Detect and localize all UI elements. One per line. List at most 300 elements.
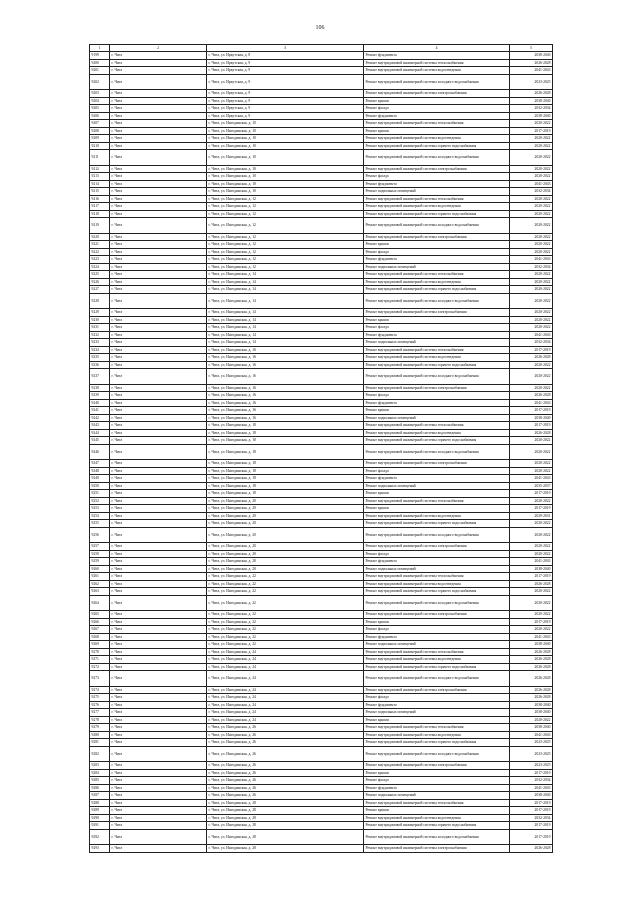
table-row: [90, 384, 553, 392]
city-cell: г. Чита: [110, 369, 207, 385]
city-cell: г. Чита: [110, 618, 207, 626]
header-cell-1: 1: [90, 45, 110, 52]
period-cell: 2038-2040: [510, 641, 553, 649]
period-cell: 2020-2022: [510, 324, 553, 332]
table-row: [90, 784, 553, 792]
period-cell: 2020-2022: [510, 467, 553, 475]
city-cell: г. Чита: [110, 339, 207, 347]
work-type-cell: Ремонт внутридомовой инженерной системы холодного водоснабжения: [364, 595, 510, 611]
work-type-cell: Ремонт крыши: [364, 769, 510, 777]
period-cell: 2020-2022: [510, 278, 553, 286]
row-number-cell: 9269: [90, 641, 110, 649]
city-cell: г. Чита: [110, 558, 207, 566]
work-type-cell: Ремонт фундамента: [364, 633, 510, 641]
address-cell: г. Чита, ул. Ингодинская, д. 24: [207, 663, 364, 671]
table-row: [90, 233, 553, 241]
work-type-cell: Ремонт фасада: [364, 248, 510, 256]
city-cell: г. Чита: [110, 203, 207, 211]
work-type-cell: Ремонт подвальных помещений: [364, 792, 510, 800]
row-number-cell: 9244: [90, 429, 110, 437]
work-type-cell: Ремонт фасада: [364, 173, 510, 181]
city-cell: г. Чита: [110, 437, 207, 445]
work-type-cell: Ремонт фундамента: [364, 112, 510, 120]
row-number-cell: 9241: [90, 407, 110, 415]
city-cell: г. Чита: [110, 573, 207, 581]
table-body: [90, 45, 553, 853]
work-type-cell: Ремонт внутридомовой инженерной системы водоотведения: [364, 354, 510, 362]
work-type-cell: Ремонт внутридомовой инженерной системы водоотведения: [364, 656, 510, 664]
table-row: [90, 467, 553, 475]
period-cell: 2017-2019: [510, 573, 553, 581]
city-cell: г. Чита: [110, 286, 207, 294]
table-row: [90, 543, 553, 551]
period-cell: 2026-2028: [510, 845, 553, 853]
address-cell: г. Чита, ул. Ингодинская, д. 26: [207, 762, 364, 770]
work-type-cell: Ремонт внутридомовой инженерной системы водоотведения: [364, 135, 510, 143]
city-cell: г. Чита: [110, 414, 207, 422]
table-row: [90, 671, 553, 687]
city-cell: г. Чита: [110, 195, 207, 203]
work-type-cell: Ремонт внутридомовой инженерной системы горячего водоснабжения: [364, 142, 510, 150]
period-cell: 2020-2022: [510, 316, 553, 324]
period-cell: 2041-2043: [510, 633, 553, 641]
table-row: [90, 724, 553, 732]
work-type-cell: Ремонт фундамента: [364, 256, 510, 264]
period-cell: 2017-2019: [510, 490, 553, 498]
work-type-cell: Ремонт внутридомовой инженерной системы электроснабжения: [364, 686, 510, 694]
period-cell: 2017-2019: [510, 127, 553, 135]
period-cell: 2020-2022: [510, 527, 553, 543]
address-cell: г. Чита, ул. Ингодинская, д. 24: [207, 694, 364, 702]
row-number-cell: 9222: [90, 248, 110, 256]
address-cell: г. Чита, ул. Ингодинская, д. 12: [207, 233, 364, 241]
work-type-cell: Ремонт крыши: [364, 97, 510, 105]
table-row: [90, 845, 553, 853]
city-cell: г. Чита: [110, 256, 207, 264]
table-row: [90, 67, 553, 75]
row-number-cell: 9259: [90, 558, 110, 566]
city-cell: г. Чита: [110, 829, 207, 845]
period-cell: 2020-2022: [510, 218, 553, 234]
table-row: [90, 746, 553, 762]
row-number-cell: 9258: [90, 550, 110, 558]
work-type-cell: Ремонт внутридомовой инженерной системы горячего водоснабжения: [364, 286, 510, 294]
row-number-cell: 9225: [90, 271, 110, 279]
address-cell: г. Чита, ул. Ингодинская, д. 20: [207, 512, 364, 520]
table-row: [90, 580, 553, 588]
address-cell: г. Чита, ул. Иркутская, д. 9: [207, 59, 364, 67]
city-cell: г. Чита: [110, 135, 207, 143]
row-number-cell: 9219: [90, 218, 110, 234]
row-number-cell: 9240: [90, 399, 110, 407]
repair-schedule-table: [89, 44, 553, 853]
row-number-cell: 9263: [90, 588, 110, 596]
period-cell: 2020-2022: [510, 595, 553, 611]
address-cell: г. Чита, ул. Ингодинская, д. 16: [207, 354, 364, 362]
work-type-cell: Ремонт внутридомовой инженерной системы холодного водоснабжения: [364, 746, 510, 762]
city-cell: г. Чита: [110, 97, 207, 105]
work-type-cell: Ремонт внутридомовой инженерной системы горячего водоснабжения: [364, 739, 510, 747]
row-number-cell: 9284: [90, 769, 110, 777]
table-row: [90, 210, 553, 218]
row-number-cell: 9233: [90, 339, 110, 347]
row-number-cell: 9215: [90, 188, 110, 196]
period-cell: 2041-2043: [510, 256, 553, 264]
city-cell: г. Чита: [110, 331, 207, 339]
table-row: [90, 369, 553, 385]
city-cell: г. Чита: [110, 120, 207, 128]
row-number-cell: 9255: [90, 520, 110, 528]
row-number-cell: 9270: [90, 648, 110, 656]
address-cell: г. Чита, ул. Ингодинская, д. 16: [207, 361, 364, 369]
table-row: [90, 422, 553, 430]
city-cell: г. Чита: [110, 724, 207, 732]
city-cell: г. Чита: [110, 361, 207, 369]
period-cell: 2017-2019: [510, 422, 553, 430]
work-type-cell: Ремонт внутридомовой инженерной системы электроснабжения: [364, 233, 510, 241]
period-cell: 2020-2022: [510, 543, 553, 551]
address-cell: г. Чита, ул. Ингодинская, д. 22: [207, 641, 364, 649]
city-cell: г. Чита: [110, 686, 207, 694]
table-row: [90, 648, 553, 656]
period-cell: 2020-2022: [510, 626, 553, 634]
table-row: [90, 686, 553, 694]
period-cell: 2032-2034: [510, 339, 553, 347]
work-type-cell: Ремонт крыши: [364, 407, 510, 415]
row-number-cell: 9206: [90, 112, 110, 120]
city-cell: г. Чита: [110, 444, 207, 460]
city-cell: г. Чита: [110, 731, 207, 739]
period-cell: 2020-2022: [510, 271, 553, 279]
address-cell: г. Чита, ул. Ингодинская, д. 24: [207, 648, 364, 656]
city-cell: г. Чита: [110, 588, 207, 596]
address-cell: г. Чита, ул. Иркутская, д. 9: [207, 90, 364, 98]
row-number-cell: 9213: [90, 173, 110, 181]
table-row: [90, 611, 553, 619]
row-number-cell: 9292: [90, 829, 110, 845]
table-row: [90, 490, 553, 498]
period-cell: 2038-2040: [510, 112, 553, 120]
period-cell: 2020-2022: [510, 361, 553, 369]
city-cell: г. Чита: [110, 475, 207, 483]
city-cell: г. Чита: [110, 814, 207, 822]
work-type-cell: Ремонт внутридомовой инженерной системы холодного водоснабжения: [364, 293, 510, 309]
row-number-cell: 9236: [90, 361, 110, 369]
address-cell: г. Чита, ул. Ингодинская, д. 14: [207, 309, 364, 317]
row-number-cell: 9271: [90, 656, 110, 664]
city-cell: г. Чита: [110, 180, 207, 188]
table-row: [90, 120, 553, 128]
period-cell: 2020-2022: [510, 142, 553, 150]
address-cell: г. Чита, ул. Ингодинская, д. 16: [207, 407, 364, 415]
table-row: [90, 739, 553, 747]
row-number-cell: 9201: [90, 67, 110, 75]
address-cell: г. Чита, ул. Ингодинская, д. 10: [207, 135, 364, 143]
table-row: [90, 716, 553, 724]
table-row: [90, 663, 553, 671]
work-type-cell: Ремонт внутридомовой инженерной системы водоотведения: [364, 203, 510, 211]
address-cell: г. Чита, ул. Ингодинская, д. 20: [207, 520, 364, 528]
work-type-cell: Ремонт крыши: [364, 618, 510, 626]
row-number-cell: 9283: [90, 762, 110, 770]
work-type-cell: Ремонт фундамента: [364, 52, 510, 60]
period-cell: 2032-2034: [510, 105, 553, 113]
period-cell: 2020-2022: [510, 460, 553, 468]
row-number-cell: 9288: [90, 799, 110, 807]
period-cell: 2026-2028: [510, 656, 553, 664]
period-cell: 2038-2040: [510, 565, 553, 573]
table-row: [90, 799, 553, 807]
city-cell: г. Чита: [110, 527, 207, 543]
city-cell: г. Чита: [110, 309, 207, 317]
period-cell: 2017-2019: [510, 407, 553, 415]
work-type-cell: Ремонт внутридомовой инженерной системы холодного водоснабжения: [364, 74, 510, 90]
row-number-cell: 9285: [90, 777, 110, 785]
table-row: [90, 520, 553, 528]
period-cell: 2020-2022: [510, 444, 553, 460]
city-cell: г. Чита: [110, 550, 207, 558]
period-cell: 2038-2040: [510, 724, 553, 732]
address-cell: г. Чита, ул. Ингодинская, д. 16: [207, 369, 364, 385]
city-cell: г. Чита: [110, 694, 207, 702]
city-cell: г. Чита: [110, 67, 207, 75]
address-cell: г. Чита, ул. Ингодинская, д. 14: [207, 316, 364, 324]
address-cell: г. Чита, ул. Ингодинская, д. 16: [207, 346, 364, 354]
row-number-cell: 9256: [90, 527, 110, 543]
address-cell: г. Чита, ул. Ингодинская, д. 18: [207, 437, 364, 445]
row-number-cell: 9249: [90, 475, 110, 483]
city-cell: г. Чита: [110, 173, 207, 181]
header-cell-4: 4: [364, 45, 510, 52]
period-cell: 2020-2022: [510, 286, 553, 294]
row-number-cell: 9209: [90, 135, 110, 143]
period-cell: 2038-2040: [510, 792, 553, 800]
city-cell: г. Чита: [110, 777, 207, 785]
period-cell: 2038-2040: [510, 709, 553, 717]
city-cell: г. Чита: [110, 74, 207, 90]
address-cell: г. Чита, ул. Иркутская, д. 9: [207, 105, 364, 113]
city-cell: г. Чита: [110, 648, 207, 656]
period-cell: 2026-2028: [510, 580, 553, 588]
period-cell: 2017-2019: [510, 346, 553, 354]
address-cell: г. Чита, ул. Ингодинская, д. 20: [207, 497, 364, 505]
row-number-cell: 9252: [90, 497, 110, 505]
row-number-cell: 9203: [90, 90, 110, 98]
period-cell: 2032-2034: [510, 263, 553, 271]
period-cell: 2032-2034: [510, 814, 553, 822]
city-cell: г. Чита: [110, 127, 207, 135]
address-cell: г. Чита, ул. Ингодинская, д. 16: [207, 384, 364, 392]
address-cell: г. Чита, ул. Ингодинская, д. 22: [207, 618, 364, 626]
table-row: [90, 762, 553, 770]
period-cell: 2020-2022: [510, 293, 553, 309]
table-row: [90, 527, 553, 543]
address-cell: г. Чита, ул. Ингодинская, д. 18: [207, 460, 364, 468]
address-cell: г. Чита, ул. Ингодинская, д. 12: [207, 263, 364, 271]
address-cell: г. Чита, ул. Иркутская, д. 9: [207, 97, 364, 105]
period-cell: 2020-2022: [510, 241, 553, 249]
address-cell: г. Чита, ул. Ингодинская, д. 10: [207, 127, 364, 135]
table-row: [90, 339, 553, 347]
address-cell: г. Чита, ул. Ингодинская, д. 28: [207, 845, 364, 853]
address-cell: г. Чита, ул. Иркутская, д. 9: [207, 74, 364, 90]
address-cell: г. Чита, ул. Ингодинская, д. 24: [207, 686, 364, 694]
address-cell: г. Чита, ул. Ингодинская, д. 28: [207, 807, 364, 815]
work-type-cell: Ремонт внутридомовой инженерной системы горячего водоснабжения: [364, 361, 510, 369]
period-cell: 2017-2019: [510, 807, 553, 815]
period-cell: 2026-2028: [510, 686, 553, 694]
period-cell: 2020-2022: [510, 384, 553, 392]
city-cell: г. Чита: [110, 241, 207, 249]
work-type-cell: Ремонт внутридомовой инженерной системы горячего водоснабжения: [364, 663, 510, 671]
row-number-cell: 9262: [90, 580, 110, 588]
period-cell: 2032-2034: [510, 188, 553, 196]
page-number: 106: [315, 25, 325, 31]
period-cell: 2020-2022: [510, 165, 553, 173]
table-row: [90, 731, 553, 739]
work-type-cell: Ремонт внутридомовой инженерной системы холодного водоснабжения: [364, 671, 510, 687]
work-type-cell: Ремонт крыши: [364, 505, 510, 513]
city-cell: г. Чита: [110, 384, 207, 392]
row-number-cell: 9281: [90, 739, 110, 747]
address-cell: г. Чита, ул. Ингодинская, д. 26: [207, 769, 364, 777]
city-cell: г. Чита: [110, 701, 207, 709]
row-number-cell: 9280: [90, 731, 110, 739]
city-cell: г. Чита: [110, 263, 207, 271]
address-cell: г. Чита, ул. Ингодинская, д. 28: [207, 822, 364, 830]
address-cell: г. Чита, ул. Ингодинская, д. 26: [207, 739, 364, 747]
table-row: [90, 769, 553, 777]
table-row: [90, 595, 553, 611]
row-number-cell: 9223: [90, 256, 110, 264]
address-cell: г. Чита, ул. Ингодинская, д. 14: [207, 271, 364, 279]
address-cell: г. Чита, ул. Ингодинская, д. 22: [207, 611, 364, 619]
table-row: [90, 482, 553, 490]
table-header-row: [90, 45, 553, 52]
work-type-cell: Ремонт внутридомовой инженерной системы водоотведения: [364, 580, 510, 588]
table-row: [90, 278, 553, 286]
period-cell: 2020-2022: [510, 611, 553, 619]
row-number-cell: 9208: [90, 127, 110, 135]
row-number-cell: 9272: [90, 663, 110, 671]
row-number-cell: 9235: [90, 354, 110, 362]
table-row: [90, 814, 553, 822]
table-row: [90, 263, 553, 271]
row-number-cell: 9282: [90, 746, 110, 762]
work-type-cell: Ремонт внутридомовой инженерной системы водоотведения: [364, 731, 510, 739]
work-type-cell: Ремонт внутридомовой инженерной системы теплоснабжения: [364, 271, 510, 279]
city-cell: г. Чита: [110, 248, 207, 256]
city-cell: г. Чита: [110, 429, 207, 437]
period-cell: 2020-2022: [510, 173, 553, 181]
period-cell: 2041-2043: [510, 558, 553, 566]
city-cell: г. Чита: [110, 845, 207, 853]
city-cell: г. Чита: [110, 210, 207, 218]
address-cell: г. Чита, ул. Ингодинская, д. 18: [207, 490, 364, 498]
city-cell: г. Чита: [110, 165, 207, 173]
address-cell: г. Чита, ул. Ингодинская, д. 10: [207, 165, 364, 173]
work-type-cell: Ремонт внутридомовой инженерной системы электроснабжения: [364, 611, 510, 619]
city-cell: г. Чита: [110, 467, 207, 475]
row-number-cell: 9238: [90, 384, 110, 392]
period-cell: 2020-2022: [510, 203, 553, 211]
city-cell: г. Чита: [110, 150, 207, 166]
address-cell: г. Чита, ул. Ингодинская, д. 12: [207, 256, 364, 264]
address-cell: г. Чита, ул. Ингодинская, д. 26: [207, 731, 364, 739]
period-cell: 2026-2028: [510, 90, 553, 98]
table-row: [90, 173, 553, 181]
city-cell: г. Чита: [110, 505, 207, 513]
city-cell: г. Чита: [110, 188, 207, 196]
row-number-cell: 9218: [90, 210, 110, 218]
period-cell: 2017-2019: [510, 799, 553, 807]
table-row: [90, 188, 553, 196]
table-row: [90, 407, 553, 415]
work-type-cell: Ремонт внутридомовой инженерной системы теплоснабжения: [364, 573, 510, 581]
row-number-cell: 9243: [90, 422, 110, 430]
row-number-cell: 9234: [90, 346, 110, 354]
row-number-cell: 9250: [90, 482, 110, 490]
address-cell: г. Чита, ул. Ингодинская, д. 22: [207, 573, 364, 581]
address-cell: г. Чита, ул. Ингодинская, д. 28: [207, 829, 364, 845]
table-row: [90, 792, 553, 800]
period-cell: 2020-2022: [510, 520, 553, 528]
period-cell: 2023-2025: [510, 739, 553, 747]
address-cell: г. Чита, ул. Ингодинская, д. 12: [207, 203, 364, 211]
work-type-cell: Ремонт внутридомовой инженерной системы водоотведения: [364, 67, 510, 75]
table-row: [90, 90, 553, 98]
address-cell: г. Чита, ул. Ингодинская, д. 28: [207, 814, 364, 822]
city-cell: г. Чита: [110, 709, 207, 717]
city-cell: г. Чита: [110, 399, 207, 407]
table-row: [90, 127, 553, 135]
table-row: [90, 256, 553, 264]
city-cell: г. Чита: [110, 482, 207, 490]
city-cell: г. Чита: [110, 580, 207, 588]
table-row: [90, 112, 553, 120]
work-type-cell: Ремонт внутридомовой инженерной системы теплоснабжения: [364, 422, 510, 430]
city-cell: г. Чита: [110, 512, 207, 520]
work-type-cell: Ремонт внутридомовой инженерной системы горячего водоснабжения: [364, 437, 510, 445]
city-cell: г. Чита: [110, 293, 207, 309]
work-type-cell: Ремонт фундамента: [364, 701, 510, 709]
work-type-cell: Ремонт внутридомовой инженерной системы электроснабжения: [364, 543, 510, 551]
work-type-cell: Ремонт фасада: [364, 694, 510, 702]
work-type-cell: Ремонт внутридомовой инженерной системы горячего водоснабжения: [364, 822, 510, 830]
address-cell: г. Чита, ул. Ингодинская, д. 12: [207, 195, 364, 203]
row-number-cell: 9246: [90, 444, 110, 460]
table-row: [90, 135, 553, 143]
table-row: [90, 475, 553, 483]
city-cell: г. Чита: [110, 90, 207, 98]
address-cell: г. Чита, ул. Иркутская, д. 8: [207, 52, 364, 60]
table-row: [90, 142, 553, 150]
table-row: [90, 444, 553, 460]
address-cell: г. Чита, ул. Ингодинская, д. 10: [207, 180, 364, 188]
city-cell: г. Чита: [110, 392, 207, 400]
city-cell: г. Чита: [110, 422, 207, 430]
row-number-cell: 9224: [90, 263, 110, 271]
table-row: [90, 97, 553, 105]
row-number-cell: 9199: [90, 52, 110, 60]
row-number-cell: 9230: [90, 316, 110, 324]
work-type-cell: Ремонт внутридомовой инженерной системы электроснабжения: [364, 762, 510, 770]
work-type-cell: Ремонт внутридомовой инженерной системы горячего водоснабжения: [364, 588, 510, 596]
row-number-cell: 9217: [90, 203, 110, 211]
row-number-cell: 9254: [90, 512, 110, 520]
table-row: [90, 293, 553, 309]
table-row: [90, 218, 553, 234]
